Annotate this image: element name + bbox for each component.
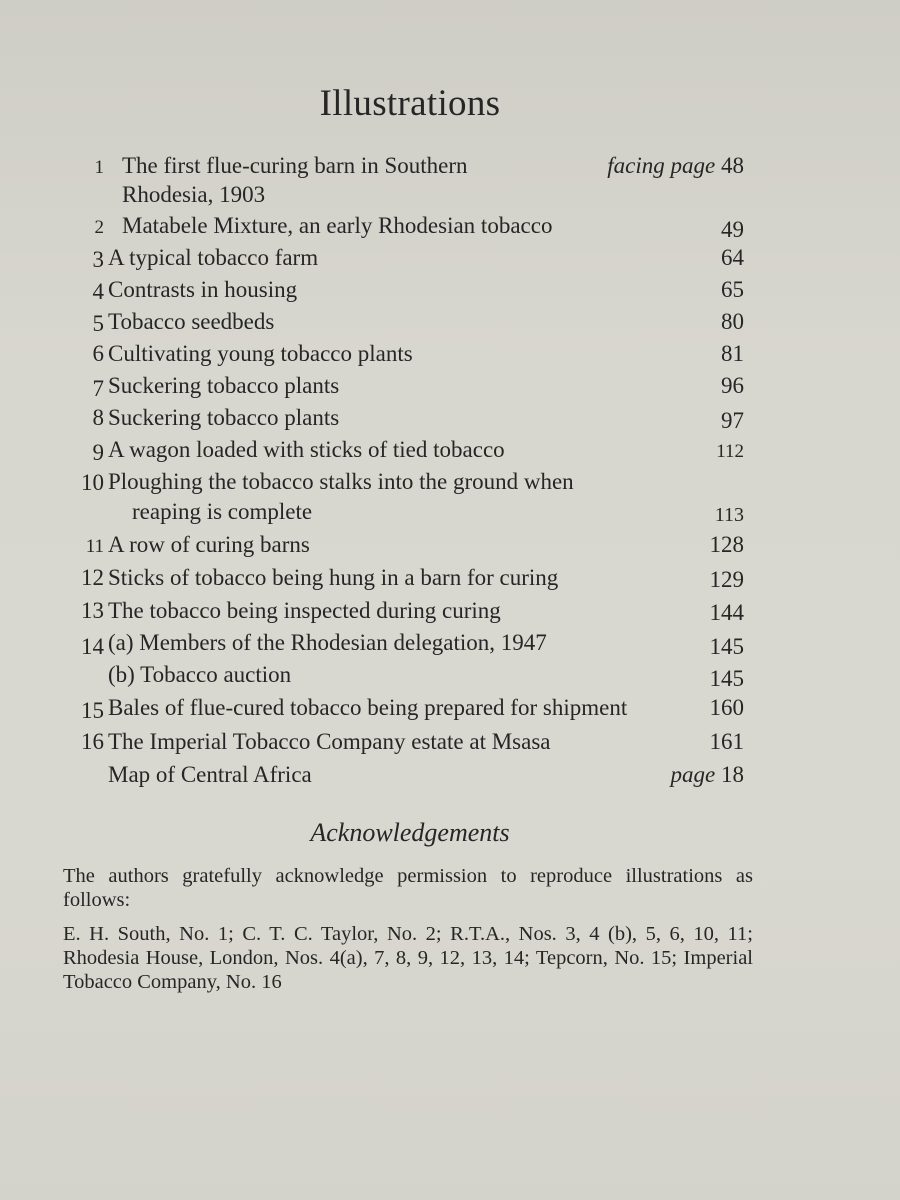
item-page: 97	[721, 408, 744, 433]
item-number: 16	[81, 729, 104, 754]
item-page	[671, 761, 744, 789]
item-page: 49	[721, 217, 744, 242]
item-page: 65	[721, 277, 744, 302]
page-title: Illustrations	[319, 83, 501, 124]
item-caption: Ploughing the tobacco stalks into the ground when	[108, 469, 574, 494]
item-page: 144	[709, 600, 744, 625]
item-caption: The Imperial Tobacco Company estate at Msasa	[108, 729, 551, 754]
item-caption: Tobacco seedbeds	[108, 309, 275, 334]
item-number: 15	[81, 698, 104, 723]
item-number: 1	[94, 157, 104, 178]
acknowledgements-intro: The authors gratefully acknowledge permission to reproduce illustrations as follows:	[63, 865, 753, 911]
page-prefix: page	[670, 762, 716, 787]
item-number: 7	[92, 376, 104, 401]
item-number: 6	[92, 341, 104, 366]
item-number: 3	[92, 247, 104, 272]
item-page: 112	[716, 441, 744, 462]
item-number: 13	[81, 598, 104, 623]
item-caption: Suckering tobacco plants	[108, 373, 340, 398]
item-caption: A wagon loaded with sticks of tied tobacco	[108, 437, 505, 462]
item-caption: Cultivating young tobacco plants	[108, 341, 413, 366]
item-caption-line: Rhodesia, 1903	[122, 182, 266, 207]
acknowledgements-heading: Acknowledgements	[310, 818, 510, 847]
item-caption: Contrasts in housing	[108, 277, 298, 302]
item-page: 128	[709, 532, 744, 557]
item-caption: Map of Central Africa	[108, 762, 312, 787]
item-number: 14	[81, 634, 104, 659]
item-number: 5	[92, 311, 104, 336]
item-page: 161	[709, 729, 744, 754]
acknowledgements-credits: E. H. South, No. 1; C. T. C. Taylor, No. 2; R.T.A., Nos. 3, 4 (b), 5, 6, 10, 11; Rhodesia House, London, Nos. 4(a), 7, 8, 9, 12, 13, 14; Tepcorn, No. 15; Imperial Tobacco Company, No. 16	[63, 923, 753, 993]
item-page: 113	[714, 504, 744, 526]
item-number: 8	[92, 405, 104, 430]
item-caption: A typical tobacco farm	[108, 245, 319, 270]
item-caption: (b) Tobacco auction	[108, 662, 292, 687]
item-page	[607, 152, 744, 180]
item-number: 4	[92, 279, 104, 304]
item-number: 12	[81, 565, 104, 590]
item-page: 80	[721, 309, 744, 334]
item-caption: Suckering tobacco plants	[108, 405, 340, 430]
page-prefix: facing page	[607, 153, 716, 178]
item-caption-line: reaping is complete	[132, 499, 313, 524]
item-page: 145	[709, 666, 744, 691]
item-page: 160	[709, 695, 744, 720]
page-number: 48	[721, 153, 744, 178]
item-caption: A row of curing barns	[108, 532, 310, 557]
item-caption: The tobacco being inspected during curing	[108, 598, 501, 623]
page-number: 18	[721, 762, 744, 787]
item-caption: Bales of flue-cured tobacco being prepared for shipment	[108, 695, 628, 720]
item-number: 11	[85, 536, 104, 557]
item-page: 96	[721, 373, 744, 398]
item-caption: Matabele Mixture, an early Rhodesian tobacco	[122, 213, 553, 238]
item-page: 64	[721, 245, 744, 270]
item-page: 81	[721, 341, 744, 366]
item-number: 10	[81, 470, 104, 495]
item-number: 2	[94, 217, 104, 238]
item-caption: (a) Members of the Rhodesian delegation, 1947	[108, 630, 547, 655]
item-page: 145	[709, 634, 744, 659]
item-number: 9	[92, 440, 104, 465]
item-caption: Sticks of tobacco being hung in a barn for curing	[108, 565, 559, 590]
item-caption: The first flue-curing barn in Southern	[122, 153, 468, 178]
item-page: 129	[709, 567, 744, 592]
